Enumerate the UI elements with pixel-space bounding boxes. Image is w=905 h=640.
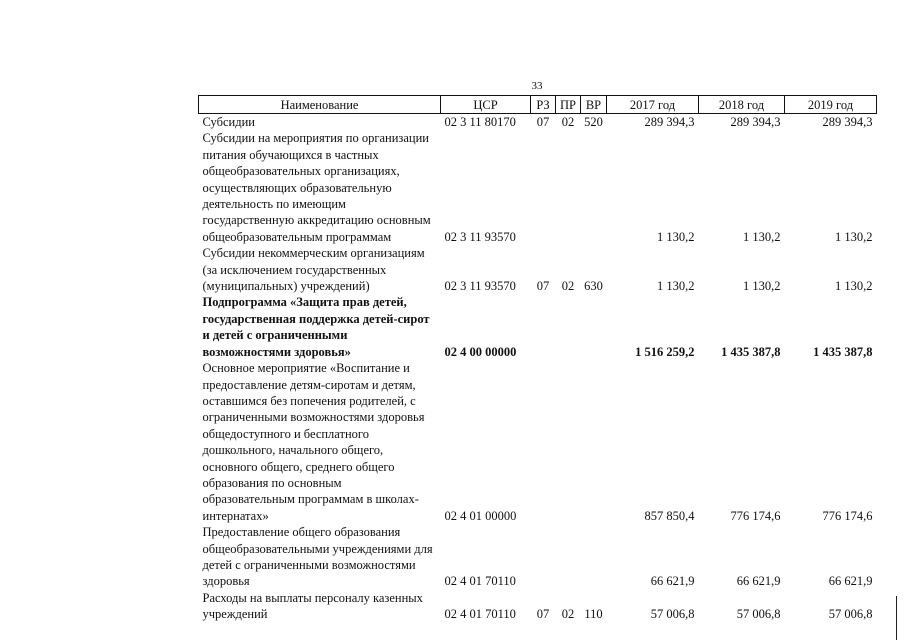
- cell-y2017: 1 516 259,2: [635, 344, 695, 359]
- cell-vr: 110: [584, 607, 603, 622]
- cell-csr: 02 4 01 70110: [444, 574, 516, 589]
- cell-y2017: 57 006,8: [650, 607, 695, 622]
- header-vr: ВР: [581, 96, 607, 114]
- cell-pr: [556, 294, 581, 360]
- cell-pr: [556, 130, 581, 245]
- cell-pr: 02: [561, 607, 575, 622]
- cell-vr: 630: [584, 279, 603, 294]
- cell-y2019: 66 621,9: [828, 574, 873, 589]
- cell-y2018: 1 435 387,8: [721, 344, 781, 359]
- table-row: [199, 294, 877, 360]
- header-2018: 2018 год: [699, 96, 785, 114]
- table-row: [199, 360, 877, 524]
- cell-y2018: 776 174,6: [730, 508, 781, 523]
- cell-y2019: 1 130,2: [835, 229, 873, 244]
- cell-y2018: 57 006,8: [736, 607, 781, 622]
- cell-vr: [581, 360, 607, 524]
- cell-y2017: 66 621,9: [650, 574, 695, 589]
- cell-vr: 520: [584, 115, 603, 129]
- cell-y2018: 289 394,3: [730, 115, 781, 129]
- cell-y2019: 776 174,6: [822, 508, 873, 523]
- cell-rz: [531, 130, 556, 245]
- cell-y2019: 289 394,3: [822, 115, 873, 129]
- table-body: [199, 114, 877, 623]
- cell-name: Основное мероприятие «Воспитание и предоставление детям-сиротам и детям, оставшимся без попечения родителей, с ограниченными возможностями здоровья общедоступного и бесплатного дошкольного, начального общего, основного общего, среднего общего образования по основным образовательным программам в школах-интернатах»: [202, 361, 425, 523]
- cell-name: Подпрограмма «Защита прав детей, государственная поддержка детей-сирот и детей с ограниченными возможностями здоровья»: [202, 295, 430, 359]
- cell-name: Субсидии: [202, 115, 255, 129]
- cell-rz: 07: [536, 115, 550, 129]
- header-pr: ПР: [556, 96, 581, 114]
- cell-pr: 02: [561, 115, 575, 129]
- cell-y2017: 1 130,2: [657, 279, 695, 294]
- header-rz: РЗ: [531, 96, 556, 114]
- table-row: [199, 590, 877, 623]
- cell-y2018: 1 130,2: [743, 279, 781, 294]
- cell-vr: [581, 130, 607, 245]
- table-row: [199, 130, 877, 245]
- budget-table: [198, 95, 877, 623]
- cell-y2017: 857 850,4: [644, 508, 695, 523]
- header-2019: 2019 год: [785, 96, 877, 114]
- cell-name: Расходы на выплаты персоналу казенных учреждений: [202, 590, 423, 622]
- cell-vr: [581, 294, 607, 360]
- cell-pr: [556, 360, 581, 524]
- table-header-row: [199, 96, 877, 114]
- cell-csr: 02 4 01 70110: [444, 607, 516, 622]
- cell-csr: 02 3 11 93570: [444, 229, 516, 244]
- cell-rz: [531, 294, 556, 360]
- cell-y2018: 1 130,2: [743, 229, 781, 244]
- cell-rz: [531, 524, 556, 590]
- cell-csr: 02 4 00 00000: [444, 344, 517, 359]
- cell-y2019: 57 006,8: [828, 607, 873, 622]
- cell-name: Предоставление общего образования общеобразовательными учреждениями для детей с ограниченными возможностями здоровья: [202, 525, 433, 589]
- cell-pr: 02: [561, 279, 575, 294]
- cell-csr: 02 3 11 93570: [444, 279, 516, 294]
- cell-rz: [531, 360, 556, 524]
- header-csr: ЦСР: [441, 96, 531, 114]
- cell-y2019: 1 435 387,8: [813, 344, 873, 359]
- cell-csr: 02 4 01 00000: [444, 508, 517, 523]
- table-row: [199, 524, 877, 590]
- header-2017: 2017 год: [607, 96, 699, 114]
- cell-y2017: 1 130,2: [657, 229, 695, 244]
- header-name: Наименование: [199, 96, 441, 114]
- page-number: 33: [531, 80, 543, 92]
- cell-csr: 02 3 11 80170: [444, 115, 516, 129]
- table-row: [199, 114, 877, 131]
- cell-rz: 07: [536, 279, 550, 294]
- cell-name: Субсидии некоммерческим организациям (за исключением государственных (муниципальных) учреждений): [202, 246, 425, 294]
- cell-y2017: 289 394,3: [644, 115, 695, 129]
- cell-name: Субсидии на мероприятия по организации питания обучающихся в частных общеобразовательных организациях, осуществляющих образовательную деятельность по имеющим государственную аккредитацию основным общеобразовательным программам: [202, 131, 431, 244]
- table-row: [199, 245, 877, 294]
- cell-rz: 07: [536, 607, 550, 622]
- cell-vr: [581, 524, 607, 590]
- cell-pr: [556, 524, 581, 590]
- cell-y2018: 66 621,9: [736, 574, 781, 589]
- cell-y2019: 1 130,2: [835, 279, 873, 294]
- margin-rule: [896, 596, 897, 640]
